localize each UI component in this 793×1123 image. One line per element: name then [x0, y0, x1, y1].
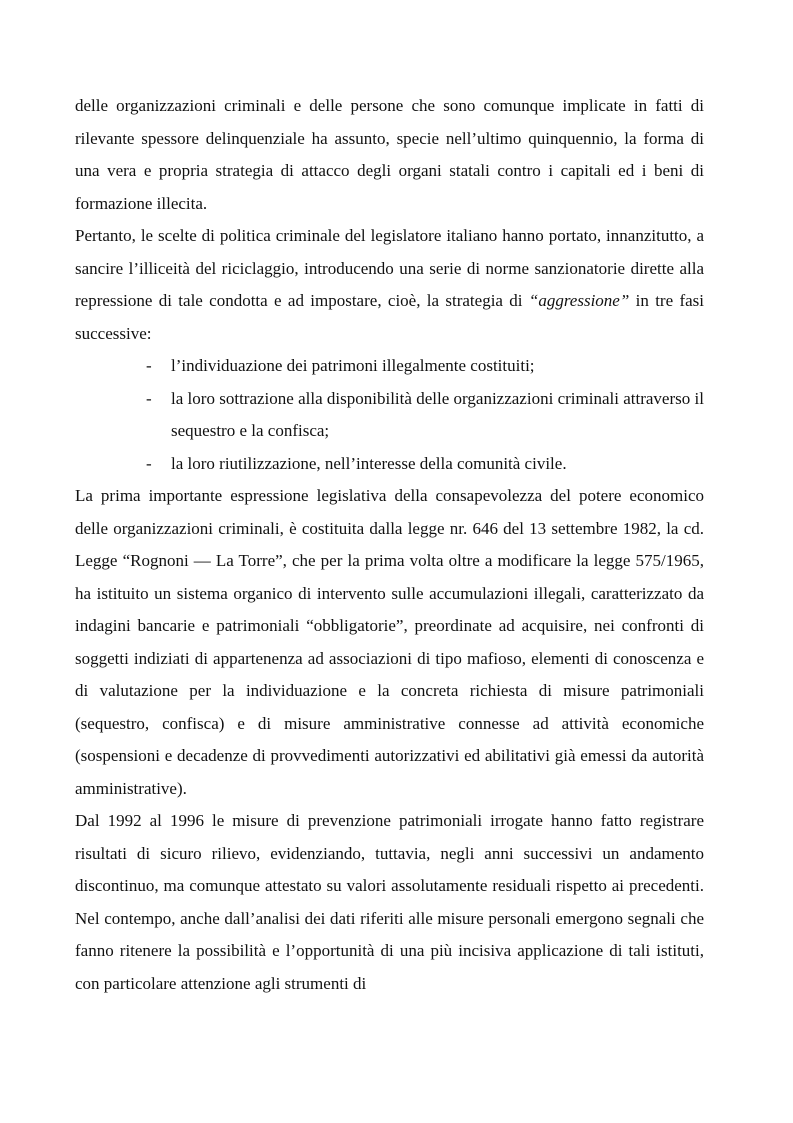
list-item-marker: - — [146, 356, 152, 375]
paragraph-3: La prima importante espressione legislativa della consapevolezza del potere economico delle organizzazioni criminali, è costituita dalla legge nr. 646 del 13 settembre 1982, la cd. Legge “Rognoni — La Torre”, che per la prima volta oltre a modificare la legge 575/1965, ha istituito un sistema organico di intervento sulle accumulazioni illegali, caratterizzato da indagini bancarie e patrimoniali “obbligatorie”, preordinate ad acquisire, nei confronti di soggetti indiziati di appartenenza ad associazioni di tipo mafioso, elementi di conoscenza e di valutazione per la individuazione e la concreta richiesta di misure patrimoniali (sequestro, confisca) e di misure amministrative connesse ad attività economiche (sospensioni e decadenze di provvedimenti autorizzativi ed abilitativi già emessi da autorità amministrative). — [75, 486, 704, 798]
list-item — [75, 350, 704, 383]
list-item-text: la loro sottrazione alla disponibilità delle organizzazioni criminali attraverso il sequestro e la confisca; — [171, 388, 704, 440]
paragraph-2-text-before: Pertanto, le scelte di politica criminale del legislatore italiano hanno portato, innanzitutto, a sancire l’illiceità del riciclaggio, introducendo una serie di norme sanzionatorie dirette alla repressione di tale condotta e ad impostare, cioè, la strategia di — [75, 226, 704, 310]
document-page — [75, 90, 704, 1000]
list-item-text: l’individuazione dei patrimoni illegalmente costituiti; — [171, 356, 535, 375]
phases-list — [75, 350, 704, 480]
list-item — [75, 448, 704, 481]
list-item — [75, 383, 704, 448]
paragraph-4: Dal 1992 al 1996 le misure di prevenzione patrimoniali irrogate hanno fatto registrare risultati di sicuro rilievo, evidenziando, tuttavia, negli anni successivi un andamento discontinuo, ma comunque attestato su valori assolutamente residuali rispetto ai precedenti. Nel contempo, anche dall’analisi dei dati riferiti alle misure personali emergono segnali che fanno ritenere la possibilità e l’opportunità di una più incisiva applicazione di tali istituti, con particolare attenzione agli strumenti di — [75, 811, 704, 993]
paragraph-2-text-after: in tre fasi successive: — [75, 291, 704, 343]
paragraph-1: delle organizzazioni criminali e delle persone che sono comunque implicate in fatti di rilevante spessore delinquenziale ha assunto, specie nell’ultimo quinquennio, la forma di una vera e propria strategia di attacco degli organi statali contro i capitali ed i beni di formazione illecita. — [75, 96, 704, 213]
paragraph-2-emphasis: “aggressione” — [528, 291, 630, 310]
list-item-text: la loro riutilizzazione, nell’interesse della comunità civile. — [171, 453, 567, 473]
list-item-marker: - — [146, 388, 152, 408]
list-item-marker: - — [146, 453, 152, 473]
paragraph-2 — [75, 220, 704, 350]
